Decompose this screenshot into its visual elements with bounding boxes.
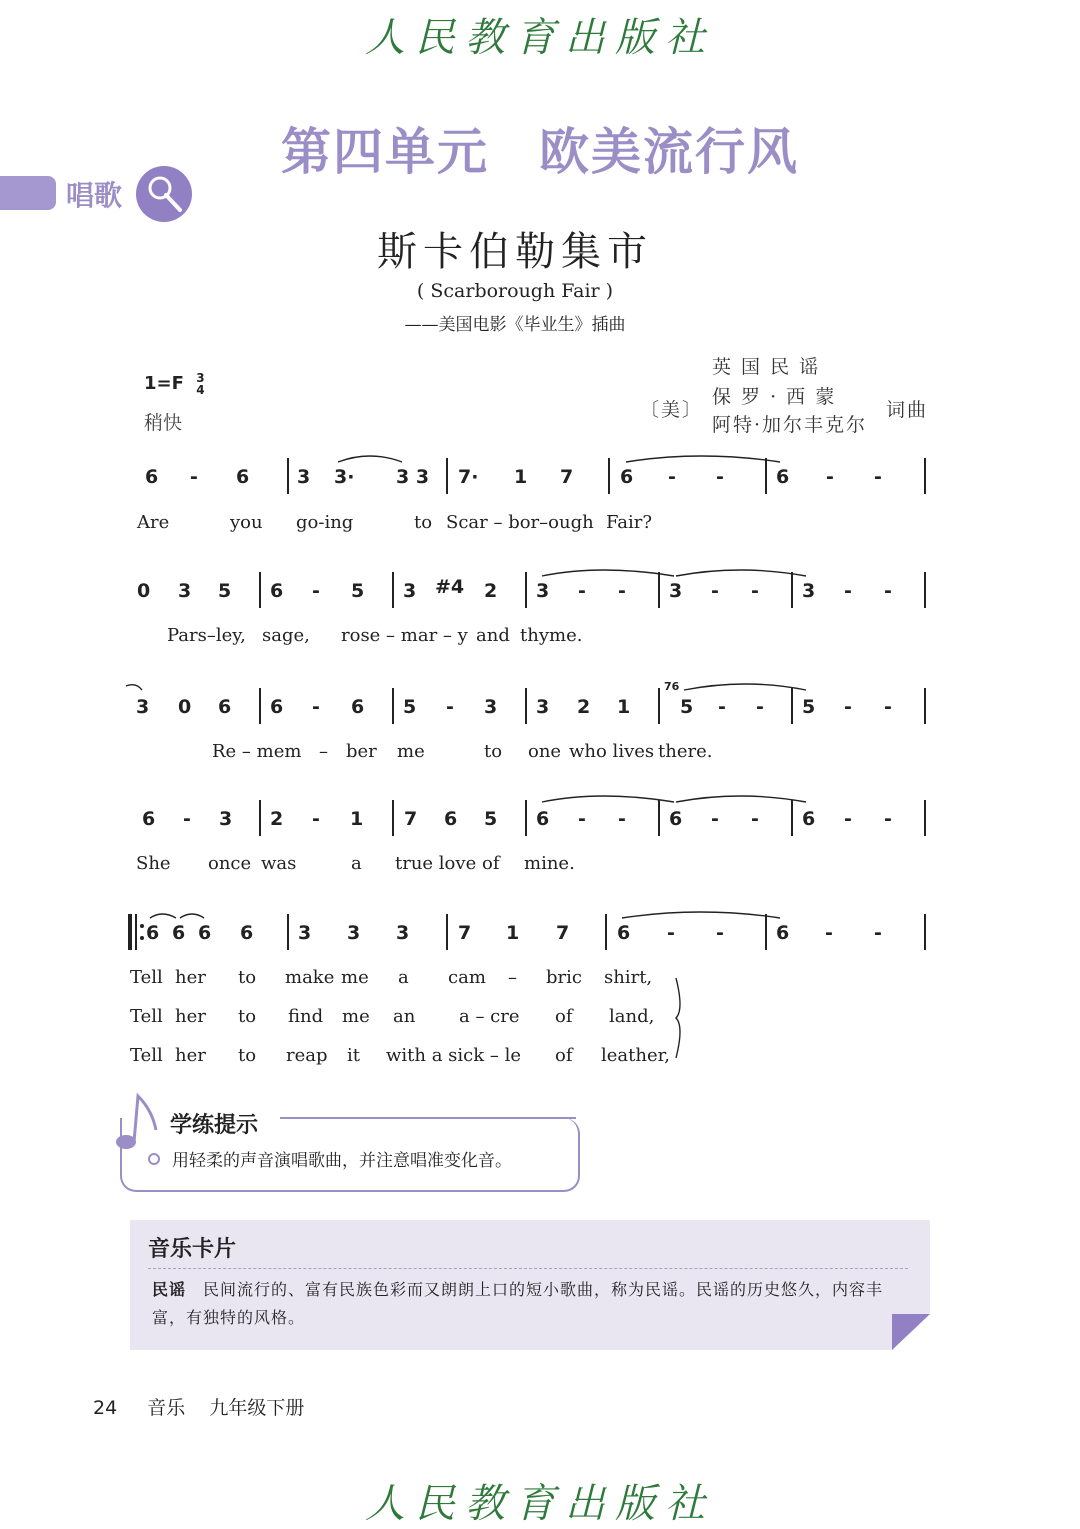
score-note: 3 bbox=[669, 580, 683, 602]
lyric: a bbox=[398, 967, 409, 988]
score-note: 5 bbox=[403, 696, 417, 718]
unit-name: 欧美流行风 bbox=[539, 123, 799, 181]
lyric: an bbox=[393, 1006, 416, 1027]
lyric: find bbox=[288, 1006, 324, 1027]
score-note: - bbox=[716, 466, 724, 488]
score-note: - bbox=[312, 580, 320, 602]
tip-text: 用轻柔的声音演唱歌曲，并注意唱准变化音。 bbox=[172, 1151, 512, 1171]
score-note: 6 bbox=[536, 808, 550, 830]
credit-origin: 英 国 民 谣 bbox=[712, 356, 821, 378]
lyric: a bbox=[351, 853, 362, 874]
lyric: once bbox=[208, 853, 252, 874]
score-note: 3 bbox=[347, 922, 361, 944]
score-note: - bbox=[668, 466, 676, 488]
lyric: Re – mem bbox=[212, 741, 302, 762]
score-note: 5 bbox=[351, 580, 365, 602]
score-note: 3 bbox=[802, 580, 816, 602]
page-number: 24 bbox=[93, 1397, 118, 1419]
lyric: Tell bbox=[130, 1045, 163, 1066]
score-note: 0 bbox=[137, 580, 151, 602]
lyric: and bbox=[476, 625, 510, 646]
score-note: 2 bbox=[577, 696, 591, 718]
score-note: 6 bbox=[444, 808, 458, 830]
score-note: 3· bbox=[334, 466, 355, 488]
score-note: 6 bbox=[270, 696, 284, 718]
score-note: 2 bbox=[270, 808, 284, 830]
score-note: 1 bbox=[506, 922, 520, 944]
score-note: 6 bbox=[146, 922, 160, 944]
lyric: me bbox=[341, 967, 369, 988]
lyric: cam bbox=[448, 967, 486, 988]
credit-nation: 〔美〕 bbox=[640, 399, 704, 421]
score-note: - bbox=[183, 808, 191, 830]
score-note: 6 bbox=[198, 922, 212, 944]
score-note: 6 bbox=[776, 466, 790, 488]
score-note: - bbox=[667, 922, 675, 944]
score-note: - bbox=[751, 808, 759, 830]
score-note: - bbox=[844, 696, 852, 718]
score-note: - bbox=[825, 922, 833, 944]
score-note: - bbox=[756, 696, 764, 718]
tip-title-rule bbox=[280, 1117, 576, 1119]
lyric: to bbox=[484, 741, 503, 762]
lyric: to bbox=[238, 1045, 257, 1066]
score-note: - bbox=[884, 808, 892, 830]
lyric: Scar – bor–ough bbox=[446, 512, 594, 533]
score-note: 3 bbox=[484, 696, 498, 718]
score-note: 1 bbox=[617, 696, 631, 718]
score-note: 6 bbox=[620, 466, 634, 488]
score-note: 6 bbox=[142, 808, 156, 830]
publisher-logo-bottom: 人民教育出版社 bbox=[365, 1481, 715, 1527]
lyric: there. bbox=[658, 741, 713, 762]
tempo-marking: 稍快 bbox=[144, 412, 183, 434]
score-note: 6 bbox=[218, 696, 232, 718]
page-footer bbox=[93, 1393, 304, 1420]
score-note: 6 bbox=[270, 580, 284, 602]
song-source: ——美国电影《毕业生》插曲 bbox=[404, 315, 626, 335]
lyric: me bbox=[397, 741, 425, 762]
lyric: Fair? bbox=[606, 512, 653, 533]
card-definition: 民间流行的、富有民族色彩而又朗朗上口的短小歌曲，称为民谣。民谣的历史悠久，内容丰富，有独特的风格。 bbox=[152, 1280, 884, 1327]
lyric: her bbox=[175, 1045, 206, 1066]
card-divider bbox=[148, 1268, 908, 1269]
lyric: to bbox=[238, 1006, 257, 1027]
lyric: reap bbox=[286, 1045, 328, 1066]
score-note: - bbox=[578, 580, 586, 602]
score-note: 6 bbox=[669, 808, 683, 830]
lyric: thyme. bbox=[520, 625, 583, 646]
lyric: of bbox=[555, 1006, 573, 1027]
score-note: 1 bbox=[350, 808, 364, 830]
card-title: 音乐卡片 bbox=[148, 1237, 237, 1262]
time-signature: 3 4 bbox=[196, 371, 205, 397]
score-note: - bbox=[711, 580, 719, 602]
card-term: 民谣 bbox=[152, 1280, 187, 1299]
lyric: shirt, bbox=[604, 967, 653, 988]
lyric: one bbox=[528, 741, 562, 762]
score-note: 3 bbox=[536, 696, 550, 718]
score-note: 6 bbox=[172, 922, 186, 944]
score-note: - bbox=[618, 580, 626, 602]
song-english-title: ( Scarborough Fair ) bbox=[416, 280, 614, 302]
lyric: leather, bbox=[601, 1045, 670, 1066]
lyric: Pars–ley, bbox=[167, 625, 246, 646]
lyric: bric bbox=[546, 967, 582, 988]
lyric: mine. bbox=[524, 853, 575, 874]
lyric: land, bbox=[609, 1006, 655, 1027]
lyric: rose – mar – y bbox=[341, 625, 468, 646]
lyric: her bbox=[175, 967, 206, 988]
lyric: Are bbox=[137, 512, 170, 533]
score-note: - bbox=[312, 808, 320, 830]
unit-number: 第四单元 bbox=[281, 123, 489, 181]
score-note: - bbox=[884, 580, 892, 602]
card-text bbox=[152, 1276, 912, 1332]
score-note: 0 bbox=[178, 696, 192, 718]
score-note: 5 bbox=[680, 696, 694, 718]
score-note: 6 bbox=[236, 466, 250, 488]
card-corner-fold bbox=[892, 1314, 930, 1350]
publisher-logo-top: 人民教育出版社 bbox=[365, 15, 715, 61]
score-note: 3 bbox=[297, 466, 311, 488]
lyric: a – cre bbox=[459, 1006, 520, 1027]
score-note: 3 bbox=[178, 580, 192, 602]
score-note: 6 bbox=[145, 466, 159, 488]
score-note: 2 bbox=[484, 580, 498, 602]
score-note: - bbox=[716, 922, 724, 944]
lyric: me bbox=[342, 1006, 370, 1027]
score-note: 7 bbox=[560, 466, 574, 488]
score-note: - bbox=[844, 808, 852, 830]
credit-name-1: 保 罗 · 西 蒙 bbox=[712, 386, 837, 408]
score-note: - bbox=[446, 696, 454, 718]
score-note: - bbox=[826, 466, 834, 488]
key-signature: 1=F 3 4 bbox=[144, 371, 205, 397]
lyric: She bbox=[136, 853, 171, 874]
lyric: go-ing bbox=[296, 512, 354, 533]
score-note: 5 bbox=[802, 696, 816, 718]
lyric: of bbox=[555, 1045, 573, 1066]
score-note: 6 bbox=[240, 922, 254, 944]
score-note: 3 3 bbox=[396, 466, 430, 488]
score-note: 3 bbox=[298, 922, 312, 944]
lyric: – bbox=[319, 741, 328, 762]
score-note: 3 bbox=[219, 808, 233, 830]
lyric: ber bbox=[346, 741, 377, 762]
grace-notes: 76 bbox=[664, 680, 680, 693]
score-note: - bbox=[884, 696, 892, 718]
song-title: 斯卡伯勒集市 bbox=[377, 229, 653, 275]
score-note: - bbox=[618, 808, 626, 830]
credit-role: 词曲 bbox=[886, 399, 929, 421]
lyric: make bbox=[285, 967, 335, 988]
tip-title: 学练提示 bbox=[170, 1108, 264, 1139]
score-note: 1 bbox=[514, 466, 528, 488]
lyric: Tell bbox=[130, 1006, 163, 1027]
lyric: to bbox=[414, 512, 433, 533]
bullet-icon bbox=[148, 1153, 160, 1165]
lyric: it bbox=[347, 1045, 360, 1066]
score-note: 6 bbox=[351, 696, 365, 718]
score-note: 7 bbox=[404, 808, 418, 830]
score-note: #4 bbox=[435, 576, 465, 598]
score-note: - bbox=[711, 808, 719, 830]
lyric: Tell bbox=[130, 967, 163, 988]
score-note: 7· bbox=[458, 466, 479, 488]
score-note: - bbox=[874, 466, 882, 488]
score-note: - bbox=[751, 580, 759, 602]
lyric: to bbox=[238, 967, 257, 988]
lyric: her bbox=[175, 1006, 206, 1027]
score-note: 3 bbox=[536, 580, 550, 602]
lyric: of bbox=[482, 853, 500, 874]
music-note-icon bbox=[112, 1090, 164, 1156]
score-note: - bbox=[312, 696, 320, 718]
lyric: was bbox=[261, 853, 297, 874]
credit-name-2: 阿特·加尔丰克尔 bbox=[712, 414, 868, 436]
score-note: 5 bbox=[484, 808, 498, 830]
score-note: - bbox=[578, 808, 586, 830]
score-note: 7 bbox=[556, 922, 570, 944]
score-note: 7 bbox=[458, 922, 472, 944]
score-note: - bbox=[190, 466, 198, 488]
lyric: – bbox=[508, 967, 517, 988]
score-note: - bbox=[874, 922, 882, 944]
score-note: - bbox=[844, 580, 852, 602]
lyric: with a sick – le bbox=[386, 1045, 521, 1066]
lyric: sage, bbox=[262, 625, 310, 646]
score-note: 3 bbox=[396, 922, 410, 944]
score-note: 3 bbox=[136, 696, 150, 718]
score-note: - bbox=[718, 696, 726, 718]
score-note: 5 bbox=[218, 580, 232, 602]
score-note: 6 bbox=[776, 922, 790, 944]
lyric: who lives bbox=[569, 741, 655, 762]
book-grade: 九年级下册 bbox=[209, 1397, 305, 1419]
lyric: true love bbox=[395, 853, 477, 874]
score-note: 6 bbox=[617, 922, 631, 944]
lyric: you bbox=[230, 512, 263, 533]
score-note: 3 bbox=[403, 580, 417, 602]
book-subject: 音乐 bbox=[147, 1397, 186, 1419]
section-label: 唱歌 bbox=[66, 179, 123, 212]
score-note: 6 bbox=[802, 808, 816, 830]
